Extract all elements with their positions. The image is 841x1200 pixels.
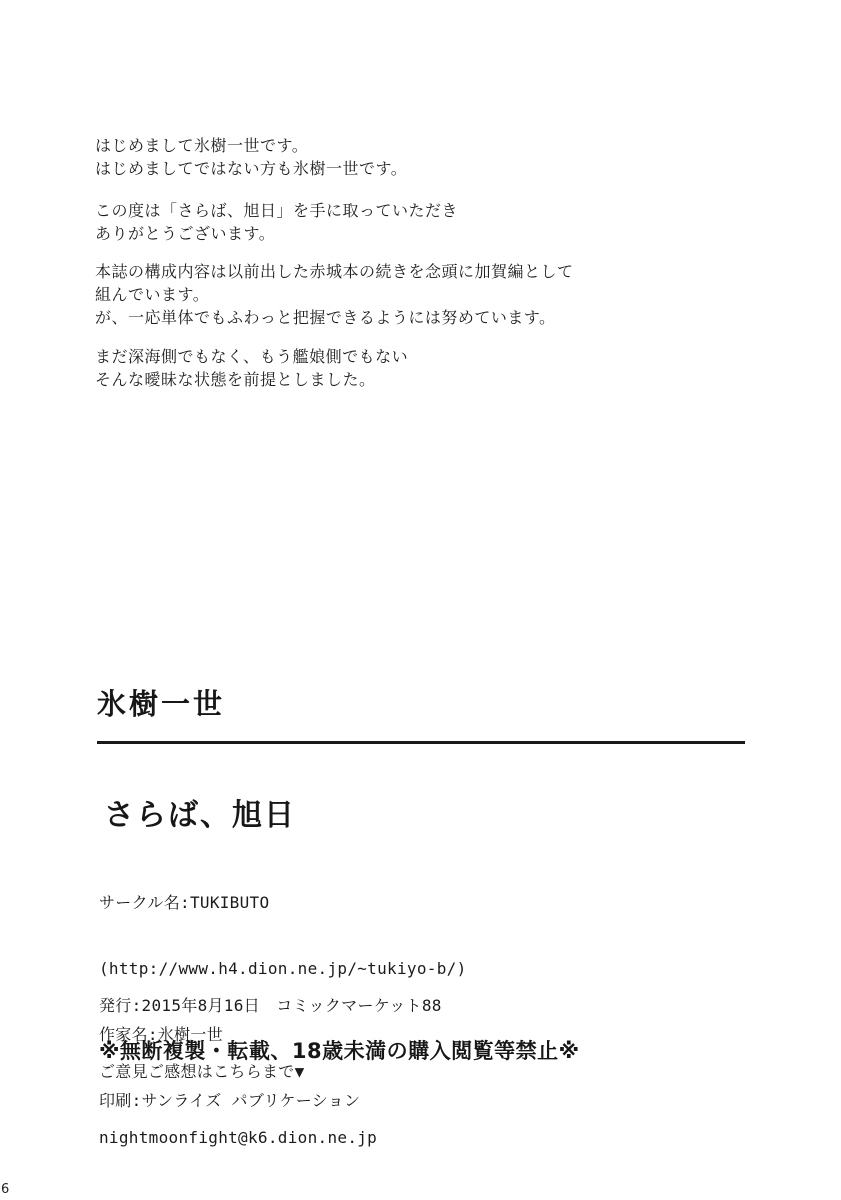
greeting-line: 組んでいます。 (95, 285, 210, 304)
email-line: nightmoonfight@k6.dion.ne.jp (99, 1128, 378, 1147)
reproduction-notice: ※無断複製・転載、18歳未満の購入閲覧等禁止※ (99, 1039, 580, 1063)
greeting-line: ありがとうございます。 (95, 224, 276, 243)
section-divider (97, 741, 745, 744)
website-url-line: (http://www.h4.dion.ne.jp/~tukiyo-b/) (99, 959, 467, 978)
author-heading: 氷樹一世 (97, 687, 226, 721)
printer-line: 印刷:サンライズ パブリケーション (99, 1091, 361, 1110)
author-name-line: 作家名:氷樹一世 (99, 1025, 224, 1044)
greeting-paragraph (95, 134, 407, 180)
greeting-line: が、一応単体でもふわっと把握できるようには努めています。 (95, 308, 556, 327)
greeting-paragraph (95, 199, 458, 245)
greeting-line: はじめまして氷樹一世です。 (95, 136, 309, 155)
doujin-title: さらば、旭日 (104, 798, 296, 833)
greeting-line: この度は「さらば、旭日」を手に取っていただき (95, 201, 459, 220)
greeting-paragraph (95, 345, 408, 391)
greeting-line: はじめましてではない方も氷樹一世です。 (95, 159, 408, 178)
page-number: 6 (1, 1182, 10, 1197)
publication-line: 発行:2015年8月16日 コミックマーケット88 (99, 996, 442, 1015)
greeting-line: 本誌の構成内容は以前出した赤城本の続きを念頭に加賀編として (95, 262, 574, 281)
greeting-line: そんな曖昧な状態を前提としました。 (95, 370, 376, 389)
feedback-line: ご意見ご感想はこちらまで▼ (99, 1062, 305, 1081)
greeting-paragraph (95, 260, 574, 329)
greeting-line: まだ深海側でもなく、もう艦娘側でもない (95, 347, 409, 366)
publication-block (99, 951, 442, 1193)
circle-name-line: サークル名:TUKIBUTO (99, 893, 270, 912)
